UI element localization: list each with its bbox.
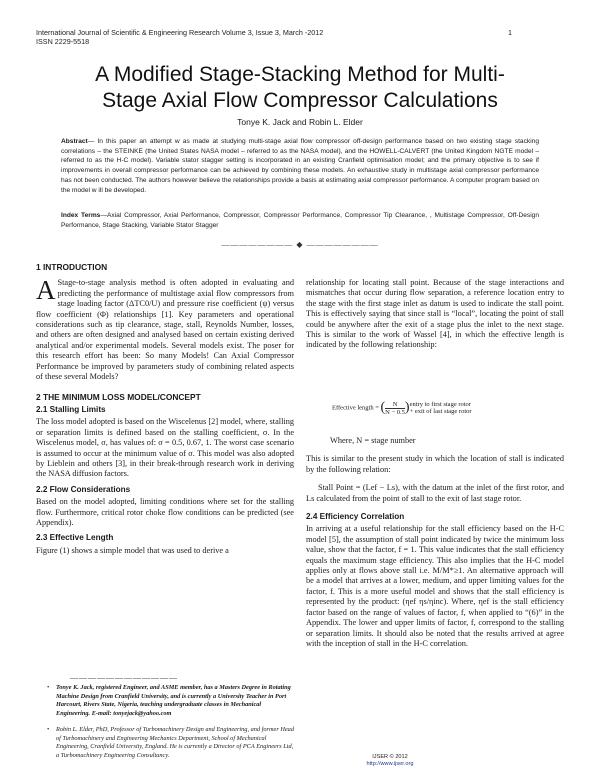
section-2-2-heading: 2.2 Flow Considerations <box>36 484 131 494</box>
section-2-3-heading: 2.3 Effective Length <box>36 533 114 543</box>
footnote-author-2: • Robin L. Elder, PhD, Professor of Turbomachinery Design and Engineering, and former Head of Turbomachinery and Engineering Mechanics Department, School of Mechanical Engineering, Cranfield University, England. He is currently a Director of PCA Engineers Ltd, a Turbomachinery Engineering Consultancy. <box>47 726 294 759</box>
index-terms-label: Index Terms <box>61 212 101 219</box>
stall-point-formula: Stall Point = (Lef − Ls), with the datum at the inlet of the first rotor, and Ls calculated from the point of stall to the exit of last stage rotor. <box>306 483 564 503</box>
effective-length-paragraph: Figure (1) shows a simple model that was used to derive a <box>36 545 229 555</box>
right-column-top <box>306 278 564 351</box>
issn: ISSN 2229-5518 <box>36 37 90 46</box>
where-line: Where, N = stage number <box>330 436 416 445</box>
drop-cap: A <box>36 275 56 306</box>
efficiency-correlation-paragraph: In arriving at a useful relationship for the stall efficiency based on the H-C model [5], the assumption of stall point indicated by twice the minimum loss value, show that the factor, f = 1. This value indicates that the stall efficiency equals the maximum stage efficiency. This also implies that the H-C model applies only at flows above stall i.e. M/M*≥1. An alternative approach will be a model that arrives at a lower, medium, and upper limiting values for the factor, f. This is a more useful model and shows that the stall efficiency is represented by the product: (ηef ηs/ηinc). Where, ηef is the stall efficiency factor based on the range of values of factor, f, when applied to “(6)” in the Appendix. The lower and upper limits of factor, f, correspond to the stalling or separation limits. It should also be noted that the results arrived at agree with the inception of stall in the H-C correlation. <box>306 524 564 648</box>
journal-line: International Journal of Scientific & Engineering Research Volume 3, Issue 3, March -2012 <box>36 28 324 37</box>
footnote-author-1: • Tonye K. Jack, registered Engineer, and ASME member, has a Masters Degree in Rotating Machine Design from Cranfield University, and is currently a University Teacher in Port Harcourt, Rivers State, Nigeria, teaching undergraduate classes in Mechanical Engineering. E-mail: tonyejack@yahoo.com <box>47 684 291 717</box>
section-2-1-heading: 2.1 Stalling Limits <box>36 404 106 414</box>
stall-relation-paragraph: This is similar to the present study in which the location of stall is indicated by the following relation: <box>306 454 564 474</box>
effective-length-formula: Effective length = ( $\frac{N}{N - 0.5}$ ) entry to first stage rotor + exit of last stage rotor <box>332 400 472 416</box>
page-footer <box>350 754 430 768</box>
intro-paragraph: A Stage-to-stage analysis method is often adopted in evaluating and predicting the performance of multistage axial flow compressors from stage loading factor (ΔTC0/U) and pressure rise coefficient (ψ) versus flow coefficient (Φ) relationships [1]. Key parameters and operational considerations such as tip clearance, stage, stall, Reynolds Number, losses, and others are often designed and analysed based on certain existing derived analytical and/or experimental models. Several models exist. The poser for this research effort has been: So many Models! Can Axial Compressor Performance be improved by parameters study of combining related aspects of these several Models? <box>36 275 294 382</box>
left-column <box>36 262 294 556</box>
stall-point-paragraph: relationship for locating stall point. Because of the stage interactions and mismatches that occur during flow separation, a reference location entry to the stage with the first stage inlet as datum is used to indicate the stall point. This is effectively saying that since stall is “local”, locating the point of stall could be anywhere after the exit of a stage plus the inlet to the next stage. This is similar to the work of Wassel [4], in which the effective length is indicated by the following relationship: <box>306 278 564 350</box>
copyright: IJSER © 2012 <box>372 754 408 760</box>
abstract-label: Abstract <box>61 138 88 145</box>
journal-url[interactable]: http://www.ijser.org <box>366 761 414 767</box>
index-terms <box>61 211 539 230</box>
page-number: 1 <box>508 28 512 37</box>
section-1-heading: 1 INTRODUCTION <box>36 262 108 272</box>
flow-considerations-paragraph: Based on the model adopted, limiting conditions where set for the stalling flow. Furthermore, critical rotor choke flow conditions can be predicted (see Appendix). <box>36 497 294 527</box>
section-separator: ———————— ◆ ———————— <box>221 240 379 249</box>
index-terms-text: —Axial Compressor, Axial Performance, Compressor, Compressor Performance, Compressor Tip Clearance, , Multistage Compressor, Off-Design Performance, Stage Stacking, Variable Stator Stagger <box>61 212 539 229</box>
section-2-4-heading: 2.4 Efficiency Correlation <box>306 512 405 522</box>
paper-title: A Modified Stage-Stacking Method for Multi- Stage Axial Flow Compressor Calculations <box>95 63 505 112</box>
authors: Tonye K. Jack and Robin L. Elder <box>237 117 363 127</box>
abstract-text: — In this paper an attempt w as made at studying multi-stage axial flow compressor off-design performance based on two existing stage stacking correlations – the STEINKE (the United States NASA model – referred to as the NASA model), and the HOWELL-CALVERT (the United Kingdom NGTE model – referred to as the H-C model). Variable stator stagger setting is incorporated in an existing Cranfield optimisation model; and the primary objective is to see if improvements in overall compressor performance can be achieved by combining these models. An exhaustive study in multistage axial compressor performance has not been conducted. The authors however believe the relationships provide a basis at estimating axial compressor performance. A computer program based on the model w ill be developed. <box>61 138 539 194</box>
right-column-bottom <box>306 436 564 649</box>
abstract <box>61 137 539 195</box>
stalling-limits-paragraph: The loss model adopted is based on the Wiscelenus [2] model, where, stalling or separation limits is defined based on the stalling coefficient, σ. In the Wiscelenus model, σ, has values of: σ = 0.5, 0.67, 1. The worst case scenario is assumed to occur at the minimum value of σ. This model was also adopted by Lieblein and others [3], in their break-through research work in deriving the NASA diffusion factors. <box>36 417 294 479</box>
footnote-rule: ———————————— <box>70 673 178 682</box>
section-2-heading: 2 THE MINIMUM LOSS MODEL/CONCEPT <box>36 392 201 403</box>
journal-header <box>36 28 323 46</box>
